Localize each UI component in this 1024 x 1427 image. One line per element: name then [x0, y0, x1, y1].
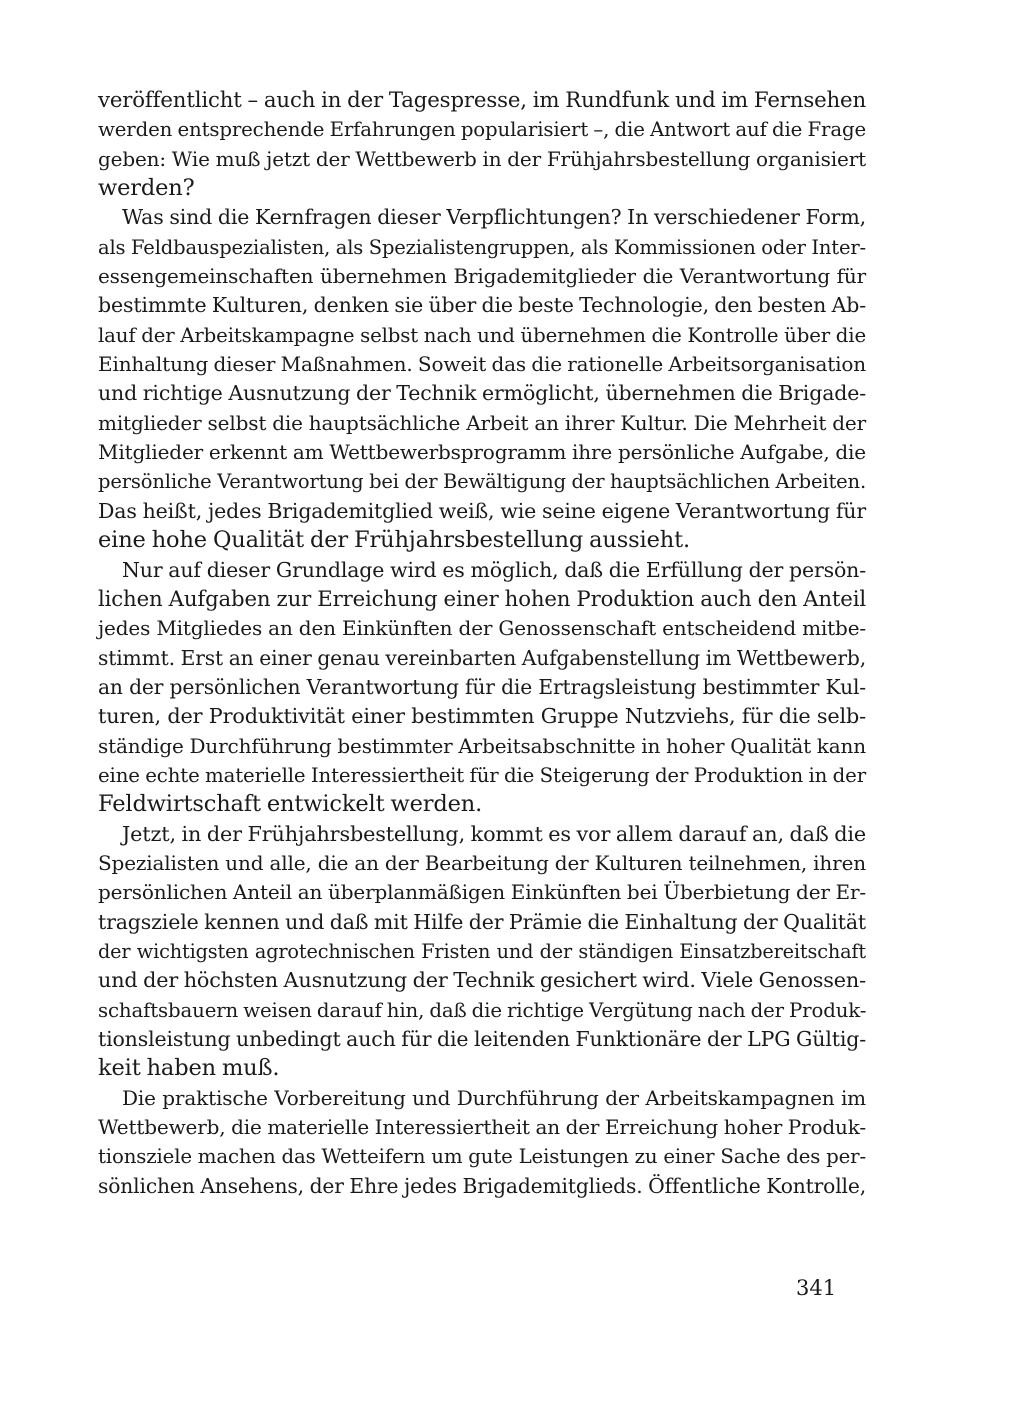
text-line: persönliche Verantwortung bei der Bewältigung der hauptsächlichen Arbeiten.	[98, 470, 866, 494]
text-line: veröffentlicht – auch in der Tagespresse, im Rundfunk und im Fernsehen	[98, 88, 866, 113]
text-line: Feldwirtschaft entwickelt werden.	[98, 791, 483, 818]
text-line: werden entsprechende Erfahrungen popularisiert –, die Antwort auf die Frage	[98, 118, 866, 142]
text-line: und richtige Ausnutzung der Technik ermöglicht, übernehmen die Brigade-	[98, 381, 866, 406]
text-line: geben: Wie muß jetzt der Wettbewerb in der Frühjahrsbestellung organisiert	[98, 146, 866, 171]
text-line: lauf der Arbeitskampagne selbst nach und übernehmen die Kontrolle über die	[98, 323, 866, 347]
text-line: sönlichen Ansehens, der Ehre jedes Brigademitglieds. Öffentliche Kontrolle,	[98, 1173, 866, 1198]
text-line: mitglieder selbst die hauptsächliche Arbeit an ihrer Kultur. Die Mehrheit der	[98, 410, 866, 435]
text-line: Einhaltung dieser Maßnahmen. Soweit das die rationelle Arbeitsorganisation	[98, 352, 866, 377]
text-line: Die praktische Vorbereitung und Durchführung der Arbeitskampagnen im	[122, 1085, 866, 1110]
text-line: eine hohe Qualität der Frühjahrsbestellung aussieht.	[98, 527, 690, 554]
text-line: Mitglieder erkennt am Wettbewerbsprogramm ihre persönliche Aufgabe, die	[98, 440, 866, 465]
text-line: als Feldbauspezialisten, als Spezialistengruppen, als Kommissionen oder Inter-	[98, 235, 866, 259]
text-line: werden?	[98, 175, 195, 202]
text-line: tionsziele machen das Wetteifern um gute Leistungen zu einer Sache des per-	[98, 1145, 866, 1169]
text-line: stimmt. Erst an einer genau vereinbarten Aufgabenstellung im Wettbewerb,	[98, 645, 866, 670]
text-line: eine echte materielle Interessiertheit für die Steigerung der Produktion in der	[98, 763, 866, 787]
text-line: Das heißt, jedes Brigademitglied weiß, wie seine eigene Verantwortung für	[98, 498, 866, 523]
body-text	[98, 86, 866, 1201]
text-line: und der höchsten Ausnutzung der Technik gesichert wird. Viele Genossen-	[98, 968, 866, 993]
text-line: turen, der Produktivität einer bestimmten Gruppe Nutzviehs, für die selb-	[98, 704, 866, 729]
text-line: Nur auf dieser Grundlage wird es möglich, daß die Erfüllung der persön-	[122, 557, 866, 582]
text-line: an der persönlichen Verantwortung für die Ertragsleistung bestimmter Kul-	[98, 674, 866, 699]
text-line: persönlichen Anteil an überplanmäßigen Einkünften bei Überbietung der Er-	[98, 880, 866, 905]
text-line: lichen Aufgaben zur Erreichung einer hohen Produktion auch den Anteil	[98, 586, 866, 612]
text-line: Spezialisten und alle, die an der Bearbeitung der Kulturen teilnehmen, ihren	[98, 850, 866, 875]
text-line: bestimmte Kulturen, denken sie über die beste Technologie, den besten Ab-	[98, 293, 866, 318]
text-line: Wettbewerb, die materielle Interessiertheit an der Erreichung hoher Produk-	[98, 1115, 866, 1140]
text-line: essengemeinschaften übernehmen Brigademitglieder die Verantwortung für	[98, 264, 866, 289]
text-line: Was sind die Kernfragen dieser Verpflichtungen? In verschiedener Form,	[122, 205, 866, 230]
text-line: ständige Durchführung bestimmter Arbeitsabschnitte in hoher Qualität kann	[98, 733, 866, 758]
text-line: schaftsbauern weisen darauf hin, daß die richtige Vergütung nach der Produk-	[98, 998, 867, 1022]
page-number: 341	[796, 1276, 837, 1300]
text-line: tionsleistung unbedingt auch für die leitenden Funktionäre der LPG Gültig-	[98, 1027, 866, 1051]
text-line: jedes Mitgliedes an den Einkünften der Genossenschaft entscheidend mitbe-	[98, 616, 866, 641]
text-line: tragsziele kennen und daß mit Hilfe der Prämie die Einhaltung der Qualität	[98, 909, 866, 934]
text-line: Jetzt, in der Frühjahrsbestellung, kommt es vor allem darauf an, daß die	[122, 821, 866, 846]
text-line: der wichtigsten agrotechnischen Fristen und der ständigen Einsatzbereitschaft	[98, 939, 866, 963]
text-line: keit haben muß.	[98, 1055, 280, 1082]
